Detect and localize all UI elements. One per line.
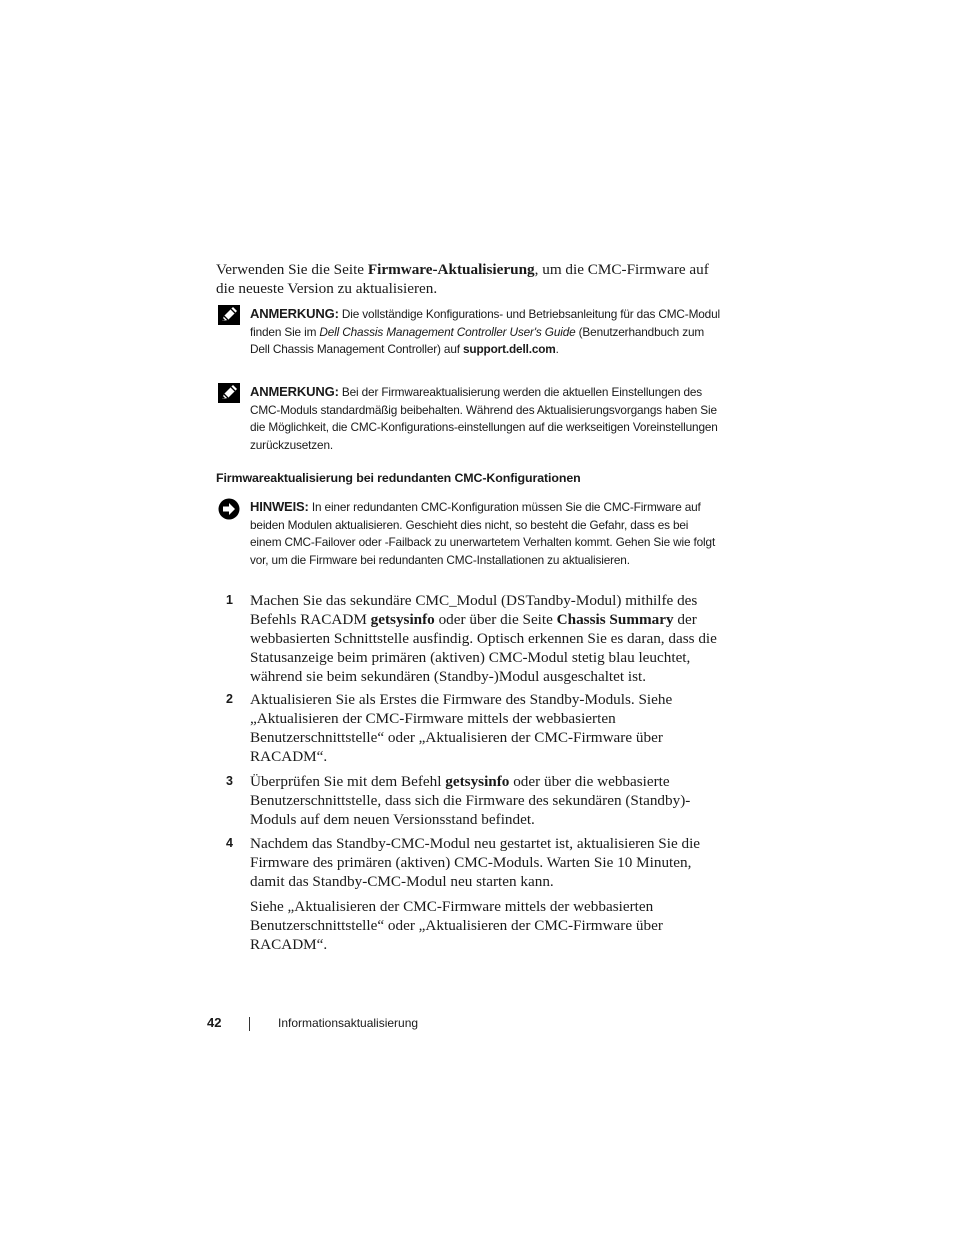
- step-text-2: oder über die webbasierte Benutzerschnittstelle, dass sich die Firmware des sekundären (Standby)-Moduls auf dem neuen Versionsstand befindet.: [250, 773, 691, 828]
- page-number: 42: [207, 1015, 222, 1030]
- note-text-2: (Benutzerhandbuch zum Dell Chassis Management Controller) auf: [250, 324, 705, 356]
- step-text: Aktualisieren Sie als Erstes die Firmware des Standby-Moduls. Siehe „Aktualisieren der CMC-Firmware mittels der webbasierten Benutzerschnittstelle“ oder „Aktualisieren der CMC-Firmware über RACADM“.: [250, 691, 673, 765]
- chapter-title: Informationsaktualisierung: [278, 1016, 419, 1030]
- hint-box: [218, 498, 718, 569]
- guide-title: Dell Chassis Management Controller User's Guide: [319, 324, 576, 339]
- step-2: [226, 690, 726, 766]
- pencil-note-icon: [218, 305, 240, 325]
- note-label: ANMERKUNG:: [250, 384, 339, 399]
- step-text: Überprüfen Sie mit dem Befehl: [250, 773, 446, 790]
- command-getsysinfo: getsysinfo: [445, 773, 510, 790]
- step-number: 1: [226, 593, 233, 607]
- intro-text: Verwenden Sie die Seite: [216, 261, 368, 278]
- step-number: 4: [226, 836, 233, 850]
- intro-text-end: , um die CMC-Firmware auf die neueste Version zu aktualisieren.: [216, 261, 709, 297]
- step-4: [226, 834, 726, 954]
- step-number: 3: [226, 774, 233, 788]
- hint-label: HINWEIS:: [250, 499, 309, 514]
- step-number: 2: [226, 692, 233, 706]
- note-2: [218, 383, 718, 454]
- intro-paragraph: [216, 260, 716, 298]
- note-text-3: .: [555, 342, 559, 356]
- arrow-circle-icon: [218, 498, 240, 520]
- step-text-3: der webbasierten Schnittstelle ausfindig. Optisch erkennen Sie es daran, dass die Statusanzeige beim primären (aktiven) CMC-Modul stetig blau leuchtet, während sie beim sekundären (Standby-)Modul ausgeschaltet ist.: [250, 611, 717, 685]
- chassis-summary-page: Chassis Summary: [556, 611, 674, 628]
- intro-bold: Firmware-Aktualisierung: [367, 261, 535, 278]
- support-link[interactable]: support.dell.com: [463, 342, 556, 356]
- note-text: Bei der Firmwareaktualisierung werden die aktuellen Einstellungen des CMC-Moduls standardmäßig beibehalten. Während des Aktualisierungsvorgangs haben Sie die Möglichkeit, die CMC-Konfigurations-einstellungen auf die werkseitigen Voreinstellungen zurückzusetzen.: [250, 385, 718, 452]
- step-1: [226, 591, 726, 686]
- step-text-2: oder über die Seite: [434, 611, 557, 628]
- footer-divider: [249, 1017, 250, 1031]
- note-1: [218, 305, 718, 359]
- command-getsysinfo: getsysinfo: [370, 611, 435, 628]
- pencil-note-icon: [218, 383, 240, 403]
- step-text: Nachdem das Standby-CMC-Modul neu gestartet ist, aktualisieren Sie die Firmware des primären (aktiven) CMC-Moduls. Warten Sie 10 Minuten, damit das Standby-CMC-Modul neu starten kann.: [250, 835, 701, 890]
- note-label: ANMERKUNG:: [250, 306, 339, 321]
- section-heading: Firmwareaktualisierung bei redundanten CMC-Konfigurationen: [216, 471, 581, 485]
- step-text-2: Siehe „Aktualisieren der CMC-Firmware mittels der webbasierten Benutzerschnittstelle“ oder „Aktualisieren der CMC-Firmware über RACADM“.: [250, 898, 663, 953]
- step-3: [226, 772, 726, 829]
- note-text: Die vollständige Konfigurations- und Betriebsanleitung für das CMC-Modul finden Sie im: [250, 307, 720, 339]
- hint-text: In einer redundanten CMC-Konfiguration müssen Sie die CMC-Firmware auf beiden Modulen aktualisieren. Geschieht dies nicht, so besteht die Gefahr, dass es bei einem CMC-Failover oder -Failback zu unerwartetem Verhalten kommt. Gehen Sie wie folgt vor, um die Firmware bei redundanten CMC-Installationen zu aktualisieren.: [250, 500, 716, 567]
- step-text: Machen Sie das sekundäre CMC_Modul (DSTandby-Modul) mithilfe des Befehls RACADM: [250, 592, 698, 628]
